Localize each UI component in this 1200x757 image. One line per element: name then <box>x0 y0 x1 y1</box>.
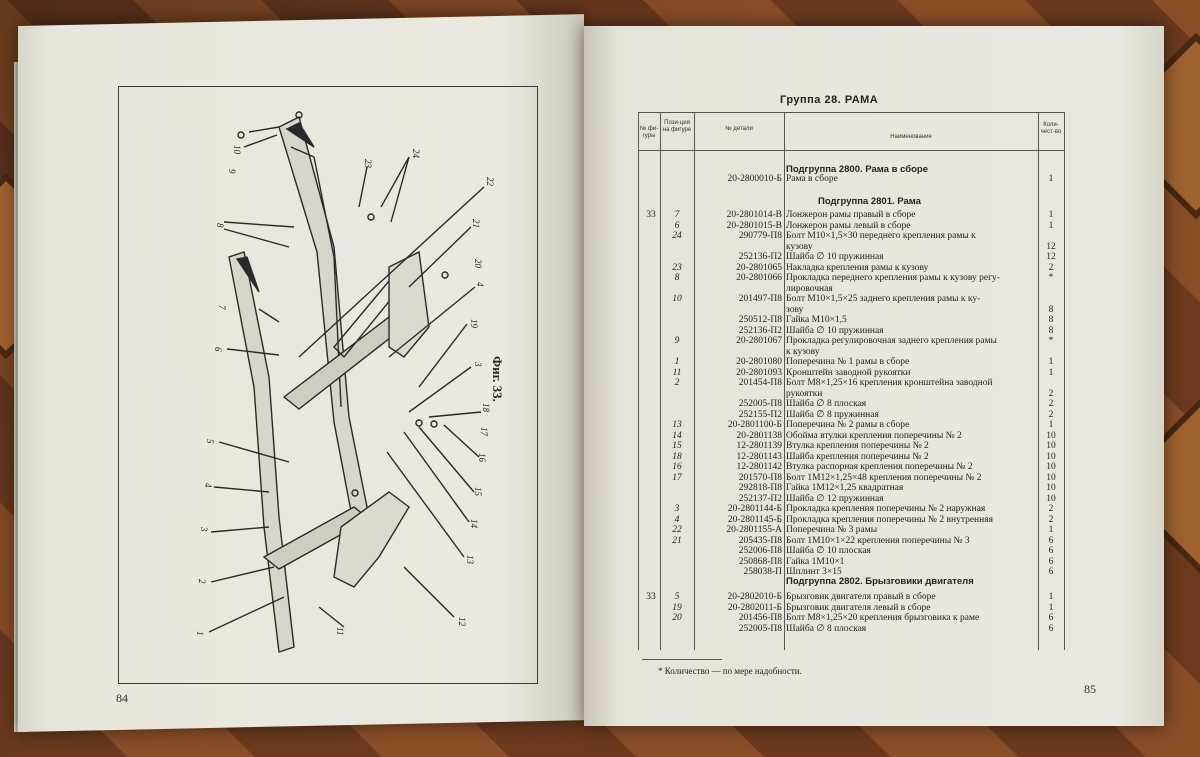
header-fig: № фи-гуры <box>639 126 659 139</box>
group-title: Группа 28. РАМА <box>780 94 879 106</box>
row-part-number: 20-2801100-Б <box>727 420 782 430</box>
callout-label: 22 <box>485 177 495 186</box>
callout-label: 3 <box>199 527 209 532</box>
row-name: Кронштейн заводной рукоятки <box>786 367 911 378</box>
table-row <box>638 284 1064 294</box>
table-row <box>638 624 1064 634</box>
row-part-number: 201570-П8 <box>738 472 782 483</box>
row-part-number: 20-2800010-Б <box>727 174 782 184</box>
row-name: Поперечина № 2 рамы в сборе <box>786 420 910 430</box>
table-row <box>638 546 1064 556</box>
callout-label: 15 <box>473 487 483 496</box>
splash-guard-right <box>334 492 409 587</box>
table-row <box>638 294 1064 304</box>
row-quantity: 2 <box>1048 409 1054 420</box>
table-row <box>638 305 1064 315</box>
row-part-number: 20-2801066 <box>736 273 782 283</box>
row-name: Шайба ∅ 12 пружинная <box>786 493 884 504</box>
page-number-right: 85 <box>1084 682 1096 696</box>
callout-label: 17 <box>479 427 489 436</box>
row-quantity: 2 <box>1048 399 1054 409</box>
row-quantity: 10 <box>1046 483 1056 493</box>
row-quantity: 12 <box>1046 252 1056 262</box>
row-quantity: 6 <box>1048 623 1054 634</box>
row-name: Поперечина № 3 рамы <box>786 525 878 535</box>
header-name: Наименование <box>890 134 932 140</box>
row-part-number: 205435-П8 <box>738 535 782 546</box>
table-row <box>638 592 1064 602</box>
row-name: Болт 1М12×1,25×48 крепления поперечины № 2 <box>786 472 982 483</box>
row-part-number: 252005-П8 <box>738 399 782 409</box>
table-row <box>638 378 1064 388</box>
row-position: 23 <box>672 262 682 273</box>
row-quantity: 1 <box>1048 602 1054 613</box>
row-name: Прокладка крепления поперечины № 2 наружная <box>786 504 986 514</box>
table-row <box>638 420 1064 430</box>
row-name: Брызговик двигателя левый в сборе <box>786 602 931 613</box>
table-row <box>638 504 1064 514</box>
row-name: Прокладка регулировочная заднего крепления рамы <box>786 336 997 346</box>
parts-table <box>638 112 1064 650</box>
callout-label: 4 <box>475 282 485 287</box>
row-name: Обойма втулки крепления поперечины № 2 <box>786 430 962 441</box>
callout-label: 16 <box>477 453 487 462</box>
row-name: Рама в сборе <box>786 174 838 184</box>
row-part-number: 252005-П8 <box>738 623 782 634</box>
row-part-number: 252136-П2 <box>738 252 782 262</box>
table-row <box>638 326 1064 336</box>
row-quantity: 8 <box>1048 315 1054 325</box>
row-quantity: * <box>1048 273 1054 283</box>
row-name: Шайба ∅ 8 пружинная <box>786 409 879 420</box>
row-quantity: 12 <box>1046 241 1056 252</box>
table-row <box>638 210 1064 220</box>
table-row <box>638 252 1064 262</box>
row-position: 2 <box>674 378 680 388</box>
row-quantity: 1 <box>1048 525 1054 535</box>
row-position: 14 <box>672 430 682 441</box>
row-name: Лонжерон рамы левый в сборе <box>786 220 911 231</box>
row-name: Шайба ∅ 10 пружинная <box>786 252 884 262</box>
row-part-number: 12-2801142 <box>736 462 782 472</box>
row-position: 9 <box>674 336 680 346</box>
row-quantity: 1 <box>1048 220 1054 231</box>
table-row <box>638 525 1064 535</box>
row-position: 11 <box>672 367 682 378</box>
row-position: 17 <box>672 472 682 483</box>
row-name: Поперечина № 1 рамы в сборе <box>786 357 910 367</box>
callout-label: 9 <box>227 169 237 174</box>
table-row <box>638 613 1064 623</box>
row-name: Гайка 1М10×1 <box>786 556 845 567</box>
row-name: Брызговик двигателя правый в сборе <box>786 592 936 602</box>
row-name: Шайба ∅ 8 плоская <box>786 623 867 634</box>
table-row <box>638 242 1064 252</box>
row-quantity: 10 <box>1046 430 1056 441</box>
row-name: зову <box>786 304 804 315</box>
row-name: Болт М8×1,25×20 крепления брызговика к раме <box>786 613 980 623</box>
row-quantity: 1 <box>1048 367 1054 378</box>
row-quantity: 1 <box>1048 210 1054 220</box>
callout-label: 10 <box>232 145 242 154</box>
callout-label: 4 <box>203 483 213 488</box>
row-position: 4 <box>674 514 680 525</box>
row-quantity: 6 <box>1048 556 1054 567</box>
callout-label: 20 <box>473 259 483 268</box>
table-row <box>638 336 1064 346</box>
row-position: 5 <box>674 592 680 602</box>
table-row <box>638 603 1064 613</box>
callout-label: 12 <box>457 617 467 626</box>
row-name: рукоятки <box>786 388 823 399</box>
row-quantity: 1 <box>1048 174 1054 184</box>
row-part-number: 20-2801155-А <box>726 525 782 535</box>
row-part-number: 20-2801080 <box>736 357 782 367</box>
frame-illustration <box>119 87 537 683</box>
callout-label: 2 <box>197 579 207 584</box>
row-name: Болт 1М10×1×22 крепления поперечины № 3 <box>786 535 970 546</box>
table-row <box>638 483 1064 493</box>
row-quantity: 2 <box>1048 504 1054 514</box>
row-part-number: 250512-П8 <box>738 315 782 325</box>
table-row <box>638 441 1064 451</box>
row-name: к кузову <box>786 346 820 357</box>
row-quantity: 10 <box>1046 441 1056 451</box>
row-name: Шайба крепления поперечины № 2 <box>786 451 929 462</box>
row-quantity: 10 <box>1046 451 1056 462</box>
header-qty: Коли-чест-во <box>1040 122 1062 135</box>
header-part: № детали <box>725 126 753 132</box>
row-quantity: 10 <box>1046 472 1056 483</box>
table-row <box>638 273 1064 283</box>
row-quantity: 1 <box>1048 592 1054 602</box>
row-part-number: 201454-П8 <box>738 378 782 388</box>
row-name: Прокладка переднего крепления рамы к кузову регу- <box>786 273 1000 283</box>
row-position: 20 <box>672 613 682 623</box>
left-rail <box>229 252 294 652</box>
row-part-number: 20-2801065 <box>736 262 782 273</box>
row-name: лировочная <box>786 283 833 294</box>
row-figure: 33 <box>646 210 656 220</box>
row-quantity: 10 <box>1046 462 1056 472</box>
row-part-number: 20-2801014-В <box>726 210 782 220</box>
footnote: * Количество — по мере надобности. <box>658 666 802 676</box>
row-position: 10 <box>672 294 682 304</box>
row-part-number: 201456-П8 <box>738 613 782 623</box>
row-position: 21 <box>672 535 682 546</box>
row-part-number: 20-2801067 <box>736 336 782 346</box>
row-part-number: 252155-П2 <box>738 409 782 420</box>
row-name: Болт М10×1,5×30 переднего крепления рамы к <box>786 231 976 241</box>
row-part-number: 12-2801139 <box>736 441 782 451</box>
row-part-number: 20-2801138 <box>736 430 782 441</box>
callout-label: 5 <box>205 439 215 444</box>
row-position: 1 <box>674 357 680 367</box>
callout-label: 14 <box>469 519 479 528</box>
row-position: 18 <box>672 451 682 462</box>
table-row <box>638 368 1064 378</box>
table-row <box>638 452 1064 462</box>
row-position: 22 <box>672 525 682 535</box>
row-position: 7 <box>674 210 680 220</box>
callout-label: 6 <box>213 347 223 352</box>
subgroup-2802: Подгруппа 2802. Брызговики двигателя <box>786 576 974 587</box>
row-quantity: 8 <box>1048 304 1054 315</box>
table-row <box>638 263 1064 273</box>
row-name: Втулка крепления поперечины № 2 <box>786 441 929 451</box>
row-quantity: 2 <box>1048 514 1054 525</box>
header-pos: Пози-ция на фигуре <box>662 120 692 133</box>
callout-label: 24 <box>411 149 421 158</box>
row-name: Гайка М10×1,5 <box>786 315 847 325</box>
row-part-number: 20-2801144-Б <box>727 504 782 514</box>
row-quantity: 6 <box>1048 535 1054 546</box>
table-row <box>638 536 1064 546</box>
table-row <box>638 494 1064 504</box>
figure-frame <box>118 86 538 684</box>
callout-label: 18 <box>481 403 491 412</box>
table-row <box>638 174 1064 184</box>
table-row <box>638 473 1064 483</box>
callout-label: 23 <box>363 159 373 168</box>
table-row <box>638 315 1064 325</box>
row-part-number: 12-2801143 <box>736 451 782 462</box>
row-name: Шайба ∅ 10 плоская <box>786 546 871 556</box>
row-name: Накладка крепления рамы к кузову <box>786 262 929 273</box>
row-quantity: 10 <box>1046 493 1056 504</box>
row-quantity: 2 <box>1048 262 1054 273</box>
row-name: Прокладка крепления поперечины № 2 внутренняя <box>786 514 993 525</box>
callout-label: 13 <box>465 555 475 564</box>
page-number-left: 84 <box>116 691 128 705</box>
row-part-number: 250868-П8 <box>738 556 782 567</box>
row-position: 3 <box>674 504 680 514</box>
row-quantity: 2 <box>1048 388 1054 399</box>
row-name: кузову <box>786 241 813 252</box>
row-part-number: 20-2801145-Б <box>727 514 782 525</box>
callout-label: 21 <box>471 219 481 228</box>
table-row <box>638 399 1064 409</box>
row-part-number: 20-2802011-Б <box>727 602 782 613</box>
callout-label: 8 <box>215 223 225 228</box>
row-part-number: 252006-П8 <box>738 546 782 556</box>
table-row <box>638 389 1064 399</box>
subgroup-2801: Подгруппа 2801. Рама <box>818 196 921 207</box>
open-book <box>18 16 1170 734</box>
row-name: Лонжерон рамы правый в сборе <box>786 210 916 220</box>
row-position: 24 <box>672 231 682 241</box>
row-name: Шайба ∅ 8 плоская <box>786 399 867 409</box>
table-row <box>638 231 1064 241</box>
callout-label: 19 <box>469 319 479 328</box>
callout-label: 3 <box>473 362 483 367</box>
row-position: 8 <box>674 273 680 283</box>
row-quantity: 6 <box>1048 567 1054 577</box>
callout-label: 1 <box>195 631 205 636</box>
row-quantity: * <box>1048 336 1054 346</box>
footnote-rule <box>642 659 722 660</box>
row-name: Гайка 1М12×1,25 квадратная <box>786 483 904 493</box>
row-position: 6 <box>674 220 680 231</box>
subgroup-2800: Подгруппа 2800. Рама в сборе <box>786 164 928 175</box>
row-part-number: 292818-П8 <box>738 483 782 493</box>
row-position: 13 <box>672 420 682 430</box>
row-part-number: 252136-П2 <box>738 325 782 336</box>
row-quantity: 8 <box>1048 325 1054 336</box>
row-part-number: 258038-П <box>743 567 782 577</box>
table-row <box>638 431 1064 441</box>
callout-label: 7 <box>217 305 227 310</box>
table-row <box>638 347 1064 357</box>
row-quantity: 6 <box>1048 613 1054 623</box>
table-row <box>638 410 1064 420</box>
row-quantity: 1 <box>1048 420 1054 430</box>
row-quantity: 1 <box>1048 357 1054 367</box>
table-row <box>638 557 1064 567</box>
table-row <box>638 221 1064 231</box>
row-name: Болт М8×1,25×16 крепления кронштейна заводной <box>786 378 993 388</box>
callout-label: 11 <box>335 627 345 636</box>
row-name: Шайба ∅ 10 пружинная <box>786 325 884 336</box>
row-figure: 33 <box>646 592 656 602</box>
row-part-number: 20-2801093 <box>736 367 782 378</box>
table-row <box>638 515 1064 525</box>
row-part-number: 252137-П2 <box>738 493 782 504</box>
row-position: 16 <box>672 462 682 472</box>
row-name: Втулка распорная крепления поперечины № 2 <box>786 462 973 472</box>
row-part-number: 20-2802010-Б <box>727 592 782 602</box>
row-name: Шплинт 3×15 <box>786 567 842 577</box>
figure-caption: Фиг. 33. <box>490 356 505 402</box>
table-row <box>638 462 1064 472</box>
row-part-number: 201497-П8 <box>738 294 782 304</box>
row-part-number: 20-2801015-В <box>726 220 782 231</box>
row-position: 15 <box>672 441 682 451</box>
row-name: Болт М10×1,5×25 заднего крепления рамы к ку- <box>786 294 981 304</box>
table-row <box>638 357 1064 367</box>
row-quantity: 6 <box>1048 546 1054 556</box>
row-position: 19 <box>672 602 682 613</box>
row-part-number: 290779-П8 <box>738 231 782 241</box>
